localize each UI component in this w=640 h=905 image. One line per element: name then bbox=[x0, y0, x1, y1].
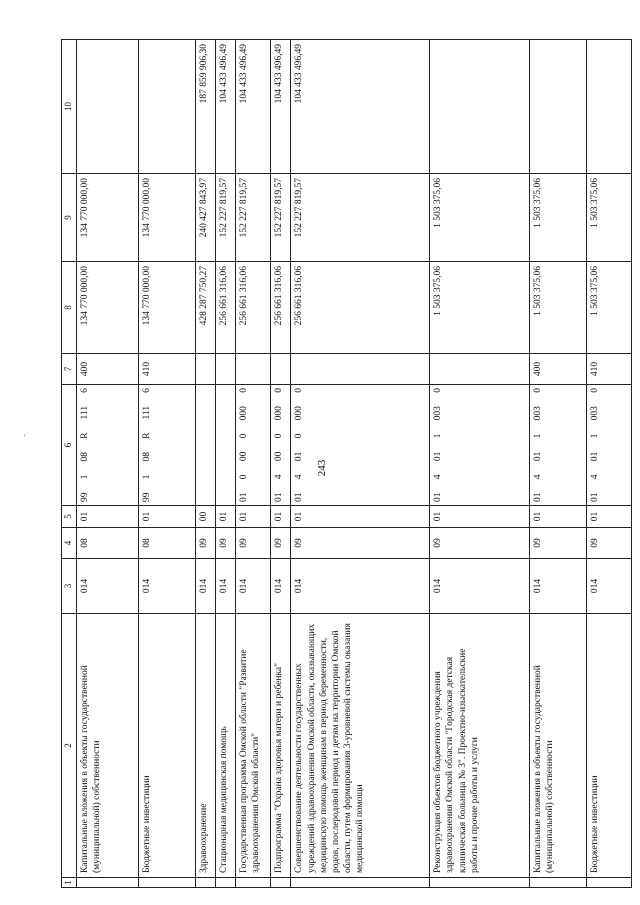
target-article-part: 01 bbox=[532, 492, 543, 502]
cell-name: Подпрограмма "Охрана здоровья матери и ребенка" bbox=[271, 614, 291, 878]
target-article-part: 99 bbox=[141, 492, 152, 502]
cell-subsection: 01 bbox=[529, 506, 586, 528]
cell-col1 bbox=[586, 878, 631, 888]
target-article-part: 4 bbox=[294, 474, 305, 480]
cell-name: Капитальные вложения в объекты государственной (муниципальной) собственности bbox=[77, 614, 139, 878]
cell-admin-code: 014 bbox=[529, 559, 586, 614]
target-article-part: 003 bbox=[589, 406, 600, 421]
cell-amount-9: 1 503 375,06 bbox=[529, 174, 586, 262]
target-article-part: 01 bbox=[274, 492, 285, 502]
target-article-part: 01 bbox=[589, 451, 600, 462]
column-header: 5 bbox=[62, 506, 77, 528]
table-row bbox=[195, 40, 215, 888]
cell-col1 bbox=[271, 878, 291, 888]
cell-subsection: 01 bbox=[215, 506, 235, 528]
cell-section: 09 bbox=[430, 528, 530, 559]
cell-name: Стационарная медицинская помощь bbox=[215, 614, 235, 878]
table-row bbox=[236, 40, 271, 888]
budget-table-wrapper bbox=[61, 40, 632, 888]
cell-section: 09 bbox=[529, 528, 586, 559]
target-article-part: 0 bbox=[239, 388, 250, 393]
cell-subsection: 01 bbox=[138, 506, 195, 528]
target-article-part: 000 bbox=[294, 406, 305, 421]
cell-target-article bbox=[77, 385, 139, 506]
cell-name: Бюджетные инвестиции bbox=[138, 614, 195, 878]
target-article-part: 1 bbox=[433, 433, 444, 439]
cell-section: 09 bbox=[236, 528, 271, 559]
cell-name: Совершенствование деятельности государственных учреждений здравоохранения Омской области, оказывающих медицинскую помощь женщинам в период беременности, родов, послеродовой период и детям на территории Омской области, путем формирования 3-уровневой системы оказания медицинской помощи bbox=[291, 614, 430, 878]
cell-amount-9: 152 227 819,57 bbox=[271, 174, 291, 262]
column-header: 4 bbox=[62, 528, 77, 559]
table-row bbox=[529, 40, 586, 888]
target-article-part: 01 bbox=[589, 492, 600, 502]
target-article-part: 0 bbox=[274, 433, 285, 439]
table-row bbox=[215, 40, 235, 888]
cell-target-article bbox=[236, 385, 271, 506]
cell-section: 09 bbox=[271, 528, 291, 559]
cell-amount-10: 104 433 496,49 bbox=[271, 40, 291, 174]
cell-admin-code: 014 bbox=[236, 559, 271, 614]
target-article-part: 00 bbox=[239, 451, 250, 462]
cell-admin-code: 014 bbox=[271, 559, 291, 614]
target-article-part: 0 bbox=[294, 388, 305, 393]
cell-section: 09 bbox=[195, 528, 215, 559]
column-header: 7 bbox=[62, 354, 77, 385]
cell-amount-10: 104 433 496,49 bbox=[215, 40, 235, 174]
cell-subsection: 00 bbox=[195, 506, 215, 528]
target-article-part: 1 bbox=[141, 474, 152, 480]
cell-amount-total: 256 661 316,06 bbox=[271, 262, 291, 354]
target-article-part: 000 bbox=[239, 406, 250, 421]
column-header: 10 bbox=[62, 40, 77, 174]
target-article-part: 01 bbox=[294, 492, 305, 502]
table-row bbox=[291, 40, 430, 888]
column-number-row bbox=[62, 40, 77, 888]
column-header: 9 bbox=[62, 174, 77, 262]
cell-subsection: 01 bbox=[77, 506, 139, 528]
cell-section: 09 bbox=[215, 528, 235, 559]
cell-amount-total: 1 503 375,06 bbox=[430, 262, 530, 354]
table-row bbox=[271, 40, 291, 888]
table-row bbox=[430, 40, 530, 888]
cell-subsection: 01 bbox=[430, 506, 530, 528]
cell-amount-total: 256 661 316,06 bbox=[291, 262, 430, 354]
page-number: 243 bbox=[316, 459, 328, 477]
cell-name: Государственная программа Омской области "Развитие здравоохранения Омской области" bbox=[236, 614, 271, 878]
cell-amount-10 bbox=[586, 40, 631, 174]
target-article-part: 6 bbox=[80, 388, 90, 393]
cell-amount-10 bbox=[77, 40, 139, 174]
scan-mark: ' bbox=[24, 433, 26, 443]
target-article-part: 4 bbox=[589, 474, 600, 480]
cell-col1 bbox=[430, 878, 530, 888]
target-article-part: 0 bbox=[532, 388, 543, 393]
cell-name: Капитальные вложения в объекты государственной (муниципальной) собственности bbox=[529, 614, 586, 878]
cell-amount-total: 428 287 750,27 bbox=[195, 262, 215, 354]
target-article-part: 0 bbox=[239, 433, 250, 439]
target-article-part: 01 bbox=[239, 492, 250, 502]
cell-target-article bbox=[529, 385, 586, 506]
target-article-part: 003 bbox=[532, 406, 543, 421]
table-row bbox=[77, 40, 139, 888]
cell-admin-code: 014 bbox=[77, 559, 139, 614]
target-article-part: 08 bbox=[80, 452, 90, 462]
cell-col1 bbox=[215, 878, 235, 888]
cell-target-article bbox=[138, 385, 195, 506]
target-article-part: 111 bbox=[141, 405, 152, 420]
cell-name: Реконструкция объектов бюджетного учреждения здравоохранения Омской области "Городская детская клиническая больница № 3". Проектно-изыскательские работы и прочие работы и услуги bbox=[430, 614, 530, 878]
target-article-part: 0 bbox=[433, 388, 444, 393]
cell-expense-type bbox=[215, 354, 235, 385]
cell-amount-10: 104 433 496,49 bbox=[236, 40, 271, 174]
target-article-part: 6 bbox=[141, 388, 152, 393]
cell-expense-type bbox=[430, 354, 530, 385]
cell-subsection: 01 bbox=[271, 506, 291, 528]
target-article-code bbox=[432, 388, 444, 502]
cell-amount-total: 1 503 375,06 bbox=[586, 262, 631, 354]
column-header: 3 bbox=[62, 559, 77, 614]
target-article-code bbox=[589, 388, 601, 502]
target-article-part: 0 bbox=[294, 433, 305, 439]
cell-col1 bbox=[138, 878, 195, 888]
target-article-part: R bbox=[80, 432, 90, 439]
cell-section: 09 bbox=[586, 528, 631, 559]
cell-amount-10 bbox=[529, 40, 586, 174]
cell-amount-9: 240 427 843,97 bbox=[195, 174, 215, 262]
target-article-part: 1 bbox=[532, 433, 543, 439]
cell-subsection: 01 bbox=[236, 506, 271, 528]
cell-expense-type: 400 bbox=[529, 354, 586, 385]
target-article-code bbox=[293, 388, 305, 502]
cell-section: 08 bbox=[77, 528, 139, 559]
cell-expense-type: 400 bbox=[77, 354, 139, 385]
cell-target-article bbox=[586, 385, 631, 506]
target-article-code bbox=[79, 388, 91, 502]
cell-expense-type bbox=[236, 354, 271, 385]
cell-amount-10 bbox=[138, 40, 195, 174]
cell-target-article bbox=[291, 385, 430, 506]
cell-amount-10 bbox=[430, 40, 530, 174]
target-article-part: 4 bbox=[433, 474, 444, 480]
cell-col1 bbox=[195, 878, 215, 888]
cell-amount-total: 256 661 316,06 bbox=[236, 262, 271, 354]
cell-amount-9: 1 503 375,06 bbox=[430, 174, 530, 262]
cell-target-article bbox=[430, 385, 530, 506]
target-article-part: 01 bbox=[294, 451, 305, 462]
target-article-part: 111 bbox=[80, 405, 90, 420]
cell-amount-9: 134 770 000,00 bbox=[138, 174, 195, 262]
target-article-part: R bbox=[141, 432, 152, 439]
cell-amount-10: 187 859 906,30 bbox=[195, 40, 215, 174]
cell-amount-9: 134 770 000,00 bbox=[77, 174, 139, 262]
target-article-part: 4 bbox=[532, 474, 543, 480]
cell-target-article bbox=[271, 385, 291, 506]
cell-amount-9: 152 227 819,57 bbox=[291, 174, 430, 262]
column-header: 1 bbox=[62, 878, 77, 888]
target-article-code bbox=[273, 388, 285, 502]
target-article-part: 99 bbox=[80, 492, 90, 502]
target-article-part: 01 bbox=[532, 451, 543, 462]
cell-admin-code: 014 bbox=[215, 559, 235, 614]
cell-name: Бюджетные инвестиции bbox=[586, 614, 631, 878]
table-row bbox=[586, 40, 631, 888]
column-header: 8 bbox=[62, 262, 77, 354]
target-article-code bbox=[238, 388, 250, 502]
target-article-part: 0 bbox=[274, 388, 285, 393]
cell-amount-9: 1 503 375,06 bbox=[586, 174, 631, 262]
cell-section: 09 bbox=[291, 528, 430, 559]
cell-expense-type bbox=[271, 354, 291, 385]
cell-subsection: 01 bbox=[291, 506, 430, 528]
cell-name: Здравоохранение bbox=[195, 614, 215, 878]
target-article-part: 003 bbox=[433, 406, 444, 421]
cell-section: 08 bbox=[138, 528, 195, 559]
cell-amount-9: 152 227 819,57 bbox=[236, 174, 271, 262]
target-article-part: 00 bbox=[274, 451, 285, 462]
target-article-part: 4 bbox=[274, 474, 285, 480]
target-article-code bbox=[532, 388, 544, 502]
target-article-code bbox=[141, 388, 153, 502]
target-article-part: 0 bbox=[239, 474, 250, 480]
cell-target-article bbox=[195, 385, 215, 506]
table-body bbox=[77, 40, 632, 888]
cell-amount-9: 152 227 819,57 bbox=[215, 174, 235, 262]
cell-expense-type bbox=[195, 354, 215, 385]
cell-admin-code: 014 bbox=[430, 559, 530, 614]
cell-expense-type: 410 bbox=[586, 354, 631, 385]
target-article-part: 1 bbox=[80, 474, 90, 480]
column-header: 6 bbox=[62, 385, 77, 506]
column-header: 2 bbox=[62, 614, 77, 878]
cell-amount-total: 256 661 316,06 bbox=[215, 262, 235, 354]
cell-amount-total: 134 770 000,00 bbox=[138, 262, 195, 354]
cell-amount-total: 134 770 000,00 bbox=[77, 262, 139, 354]
target-article-part: 0 bbox=[589, 388, 600, 393]
cell-target-article bbox=[215, 385, 235, 506]
cell-admin-code: 014 bbox=[195, 559, 215, 614]
table-row bbox=[138, 40, 195, 888]
target-article-part: 1 bbox=[589, 433, 600, 439]
cell-col1 bbox=[529, 878, 586, 888]
target-article-part: 01 bbox=[433, 451, 444, 462]
cell-subsection: 01 bbox=[586, 506, 631, 528]
target-article-part: 08 bbox=[141, 452, 152, 462]
cell-expense-type: 410 bbox=[138, 354, 195, 385]
target-article-part: 01 bbox=[433, 492, 444, 502]
budget-table bbox=[61, 39, 632, 888]
cell-expense-type bbox=[291, 354, 430, 385]
cell-col1 bbox=[77, 878, 139, 888]
cell-amount-total: 1 503 375,06 bbox=[529, 262, 586, 354]
cell-admin-code: 014 bbox=[138, 559, 195, 614]
cell-col1 bbox=[236, 878, 271, 888]
target-article-part: 000 bbox=[274, 406, 285, 421]
cell-admin-code: 014 bbox=[291, 559, 430, 614]
cell-amount-10: 104 433 496,49 bbox=[291, 40, 430, 174]
cell-col1 bbox=[291, 878, 430, 888]
cell-admin-code: 014 bbox=[586, 559, 631, 614]
